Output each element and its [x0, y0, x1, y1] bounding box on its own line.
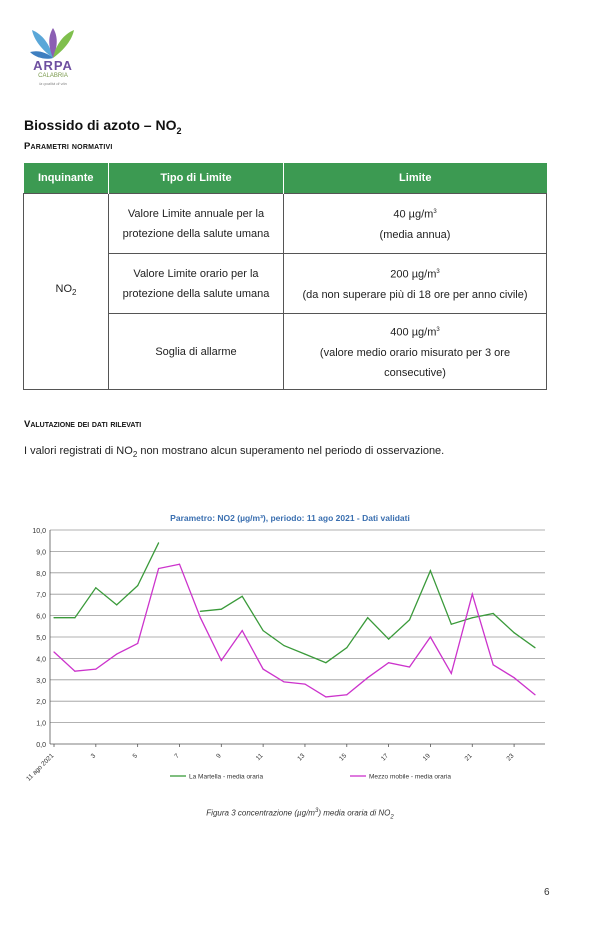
data-point: [137, 585, 138, 586]
data-point: [367, 677, 368, 678]
data-point: [451, 673, 452, 674]
data-point: [158, 542, 159, 543]
x-tick-label: 17: [379, 752, 391, 763]
legend-label: Mezzo mobile - media oraria: [369, 773, 452, 781]
data-point: [116, 654, 117, 655]
y-tick-label: 6,0: [36, 613, 46, 621]
legend-label: La Martella - media oraria: [189, 773, 264, 781]
limit-value-cell: [284, 254, 547, 314]
data-point: [95, 669, 96, 670]
data-point: [472, 617, 473, 618]
limit-unit-sup: 3: [436, 269, 440, 276]
data-point: [388, 662, 389, 663]
data-point: [451, 624, 452, 625]
pollutant-sub: 2: [72, 288, 77, 298]
header-pollutant: Inquinante: [24, 163, 109, 194]
limit-value: 200 µg/m: [390, 268, 437, 281]
section-title-sub: 2: [176, 125, 182, 136]
data-point: [346, 694, 347, 695]
logo-subtitle: CALABRIA: [38, 73, 68, 79]
limit-value-cell: [284, 194, 547, 254]
data-point: [283, 681, 284, 682]
data-point: [325, 662, 326, 663]
data-point: [409, 666, 410, 667]
data-point: [263, 630, 264, 631]
limit-type-cell: Valore Limite annuale per la protezione della salute umana: [109, 194, 284, 254]
data-point: [388, 639, 389, 640]
x-tick-label: 11: [254, 752, 265, 763]
data-point: [95, 587, 96, 588]
eval-text-before: I valori registrati di NO: [24, 445, 133, 457]
data-point: [137, 643, 138, 644]
data-point: [472, 594, 473, 595]
no2-line-chart: [20, 506, 560, 796]
x-tick-label: 13: [296, 752, 307, 763]
section-params-heading: Parametri normativi: [24, 141, 113, 152]
data-point: [74, 671, 75, 672]
section-title-text: Biossido di azoto – NO: [24, 117, 177, 133]
limit-note: (media annua): [379, 228, 451, 241]
limit-note: (valore medio orario misurato per 3 ore consecutive): [319, 346, 511, 379]
x-tick-label: 5: [131, 752, 140, 760]
limit-value: 40 µg/m: [393, 208, 434, 221]
chart-y-axis: [32, 528, 50, 749]
data-point: [430, 570, 431, 571]
data-point: [221, 660, 222, 661]
series-line-2: [54, 564, 535, 697]
data-point: [304, 654, 305, 655]
data-point: [367, 617, 368, 618]
section-eval-heading: Valutazione dei dati rilevati: [24, 419, 142, 430]
data-point: [200, 617, 201, 618]
y-tick-label: 1,0: [36, 720, 46, 728]
y-tick-label: 0,0: [36, 742, 46, 749]
x-tick-label: 7: [173, 752, 181, 760]
chart-series: [53, 542, 535, 697]
y-tick-label: 4,0: [36, 656, 46, 664]
pollutant-name: NO: [55, 283, 73, 296]
eval-text-sub: 2: [132, 450, 138, 460]
data-point: [53, 617, 54, 618]
y-tick-label: 7,0: [36, 592, 46, 600]
data-point: [158, 568, 159, 569]
data-point: [53, 651, 54, 652]
table-header-row: [24, 163, 547, 194]
logo-tagline: la qualità di vita: [39, 81, 67, 86]
x-tick-label: 3: [89, 752, 98, 760]
eval-paragraph: [24, 445, 444, 459]
x-tick-label: 11 ago 2021: [25, 752, 56, 783]
data-point: [242, 596, 243, 597]
caption-sub: 2: [390, 814, 394, 821]
data-point: [263, 669, 264, 670]
arpa-logo: [22, 26, 84, 90]
pollutant-cell: [24, 194, 109, 390]
chart-grid: [50, 530, 545, 744]
limit-value-cell: [284, 314, 547, 390]
limit-value: 400 µg/m: [390, 326, 437, 339]
data-point: [116, 604, 117, 605]
data-point: [534, 694, 535, 695]
data-point: [513, 677, 514, 678]
limit-unit-sup: 3: [436, 327, 440, 334]
x-tick-label: 23: [505, 752, 516, 763]
data-point: [534, 647, 535, 648]
data-point: [283, 645, 284, 646]
limit-unit-sup: 3: [433, 209, 437, 216]
figure-caption: [0, 808, 600, 820]
data-point: [325, 696, 326, 697]
series-line-1: [54, 543, 535, 663]
data-point: [430, 636, 431, 637]
data-point: [74, 617, 75, 618]
y-tick-label: 9,0: [36, 549, 46, 557]
caption-after: ) media oraria di NO: [318, 808, 391, 818]
limits-table: [23, 163, 547, 390]
leaf-logo-icon: [22, 26, 84, 60]
caption-sup: 3: [314, 808, 319, 814]
x-tick-label: 9: [215, 752, 223, 760]
logo-name: ARPA: [33, 58, 73, 73]
data-point: [179, 564, 180, 565]
header-limit: Limite: [284, 163, 547, 194]
limit-type-cell: Valore Limite orario per la protezione della salute umana: [109, 254, 284, 314]
x-tick-label: 21: [463, 752, 474, 763]
data-point: [242, 630, 243, 631]
limit-type-cell: Soglia di allarme: [109, 314, 284, 390]
header-limit-type: Tipo di Limite: [109, 163, 284, 194]
eval-text-after: non mostrano alcun superamento nel periodo di osservazione.: [137, 445, 445, 457]
data-point: [513, 632, 514, 633]
y-tick-label: 2,0: [36, 699, 46, 707]
table-row: [24, 194, 547, 254]
data-point: [493, 613, 494, 614]
y-tick-label: 3,0: [36, 677, 46, 685]
page-number: 6: [544, 887, 550, 898]
y-tick-label: 8,0: [36, 570, 46, 578]
data-point: [304, 683, 305, 684]
x-tick-label: 15: [338, 752, 349, 763]
data-point: [346, 647, 347, 648]
chart-title: Parametro: NO2 (µg/m³), periodo: 11 ago 2021 - Dati validati: [170, 513, 410, 523]
data-point: [409, 619, 410, 620]
section-title: [24, 117, 181, 136]
data-point: [221, 609, 222, 610]
x-tick-label: 19: [421, 752, 432, 763]
caption-before: Figura 3 concentrazione (µg/m: [206, 808, 315, 818]
chart-legend: [170, 774, 451, 781]
data-point: [200, 611, 201, 612]
data-point: [493, 664, 494, 665]
limit-note: (da non superare più di 18 ore per anno civile): [302, 288, 528, 301]
y-tick-label: 10,0: [32, 528, 46, 535]
y-tick-label: 5,0: [36, 635, 46, 642]
